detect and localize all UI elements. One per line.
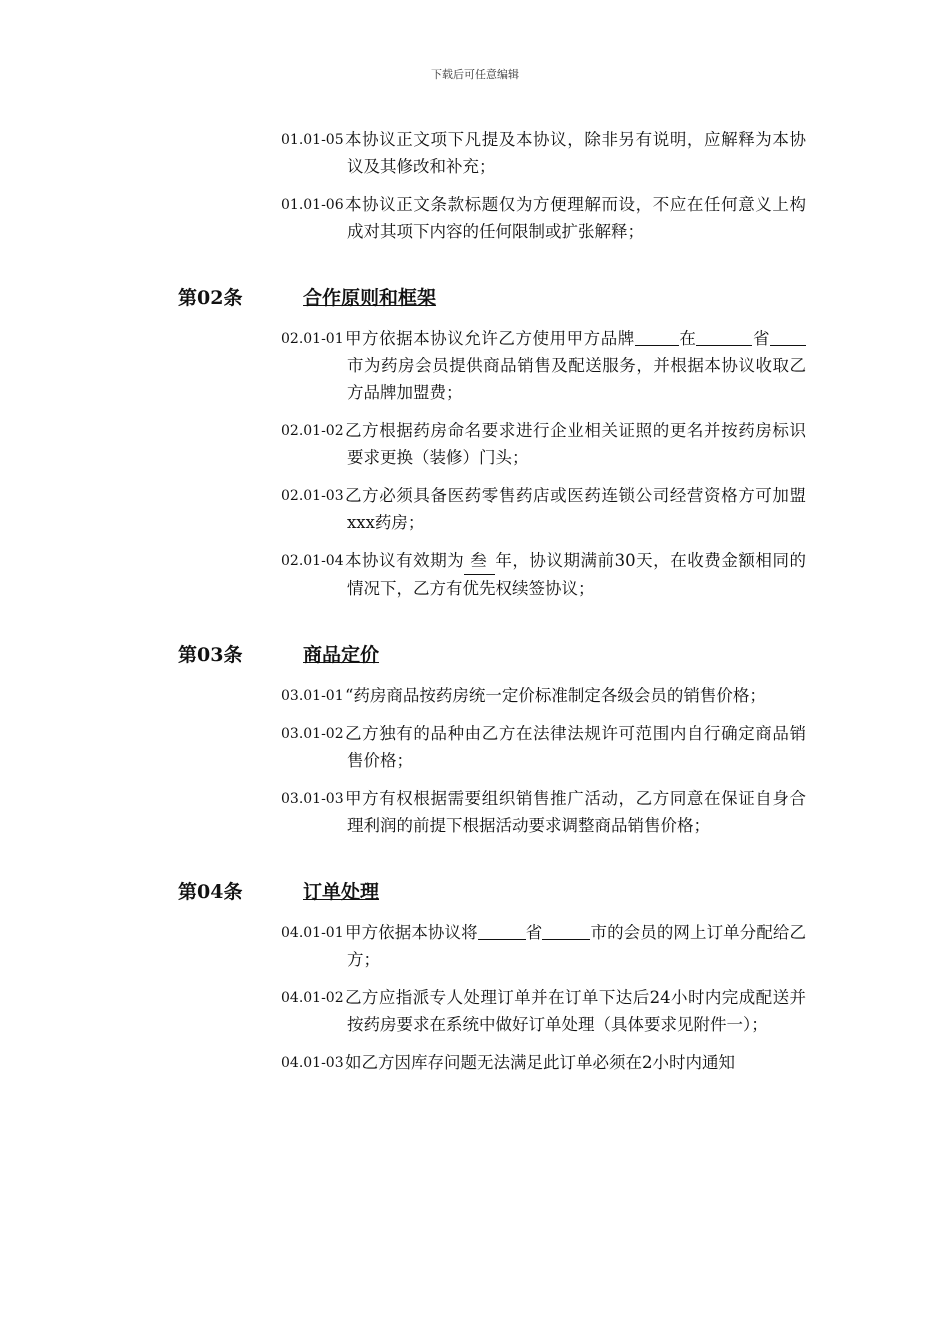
article-heading-02 [178,283,950,313]
clause-text: 乙方独有的品种由乙方在法律法规许可范围内自行确定商品销售价格； [345,724,806,770]
clause-02-01-02 [281,417,806,471]
clause-text: 乙方应指派专人处理订单并在订单下达后24小时内完成配送并按药房要求在系统中做好订单处理（具体要求见附件一）； [345,988,806,1034]
text-segment: 甲方依据本协议允许乙方使用甲方品牌 [345,329,635,348]
clause-number: 02.01-04 [281,553,344,569]
text-segment: 市的会员的网上订单分配给乙方； [347,923,807,969]
clause-text: 本协议正文条款标题仅为方便理解而设，不应在任何意义上构成对其项下内容的任何限制或扩张解释； [345,195,806,241]
article-number: 第02条 [178,287,243,309]
blank-field [770,327,806,346]
blank-field [696,327,752,346]
clause-text: “药房商品按药房统一定价标准制定各级会员的销售价格； [345,686,766,705]
text-segment: 省 [752,329,771,348]
clause-text: 乙方必须具备医药零售药店或医药连锁公司经营资格方可加盟xxx药房； [345,486,806,532]
clause-number: 02.01-03 [281,488,344,504]
clause-03-01-03 [281,785,806,839]
blank-field [478,921,526,940]
clause-number: 02.01-01 [281,331,344,347]
text-segment: 市为药房会员提供商品销售及配送服务，并根据本协议收取乙方品牌加盟费； [347,356,806,402]
clause-text [281,325,806,406]
clause-text: 本协议正文项下凡提及本协议，除非另有说明，应解释为本协议及其修改和补充； [345,130,806,176]
clause-04-01-02 [281,984,806,1038]
clause-02-01-04 [281,547,806,602]
blank-field [635,327,679,346]
blank-field [542,921,590,940]
clause-03-01-02 [281,720,806,774]
clause-04-01-03 [281,1049,806,1076]
article-number: 第04条 [178,881,243,903]
text-segment: 甲方依据本协议将 [345,923,478,942]
article-heading-04 [178,877,950,907]
clause-text [281,547,806,602]
document-body [0,126,950,1087]
clause-text: 乙方根据药房命名要求进行企业相关证照的更名并按药房标识要求更换（装修）门头； [345,421,806,467]
clause-text: 如乙方因库存问题无法满足此订单必须在2小时内通知 [345,1053,735,1072]
article-number: 第03条 [178,644,243,666]
clause-01-01-06 [281,191,806,245]
clause-number: 04.01-02 [281,990,344,1006]
clause-text [281,919,806,973]
clause-number: 01.01-05 [281,132,344,148]
clause-02-01-01 [281,325,806,406]
article-title: 订单处理 [303,881,380,903]
text-segment: 年，协议期满前30天，在收费金额相同的情况下，乙方有优先权续签协议； [347,551,806,598]
article-title: 合作原则和框架 [303,287,437,309]
clause-number: 01.01-06 [281,197,344,213]
clause-04-01-01 [281,919,806,973]
page-header: 下载后可任意编辑 [431,68,519,81]
clause-02-01-03 [281,482,806,536]
clause-text: 甲方有权根据需要组织销售推广活动，乙方同意在保证自身合理利润的前提下根据活动要求调整商品销售价格； [345,789,806,835]
text-segment: 在 [678,329,697,348]
clause-03-01-01 [281,682,806,709]
clause-number: 02.01-02 [281,423,344,439]
clause-number: 03.01-02 [281,726,344,742]
text-segment: 本协议有效期为 [345,551,465,570]
clause-number: 03.01-01 [281,688,344,704]
article-heading-03 [178,640,950,670]
text-segment: 省 [525,923,543,942]
clause-01-01-05 [281,126,806,180]
clause-number: 03.01-03 [281,791,344,807]
article-title: 商品定价 [303,644,380,666]
term-years-field: 叁 [464,547,495,575]
clause-number: 04.01-03 [281,1055,344,1071]
clause-number: 04.01-01 [281,925,344,941]
